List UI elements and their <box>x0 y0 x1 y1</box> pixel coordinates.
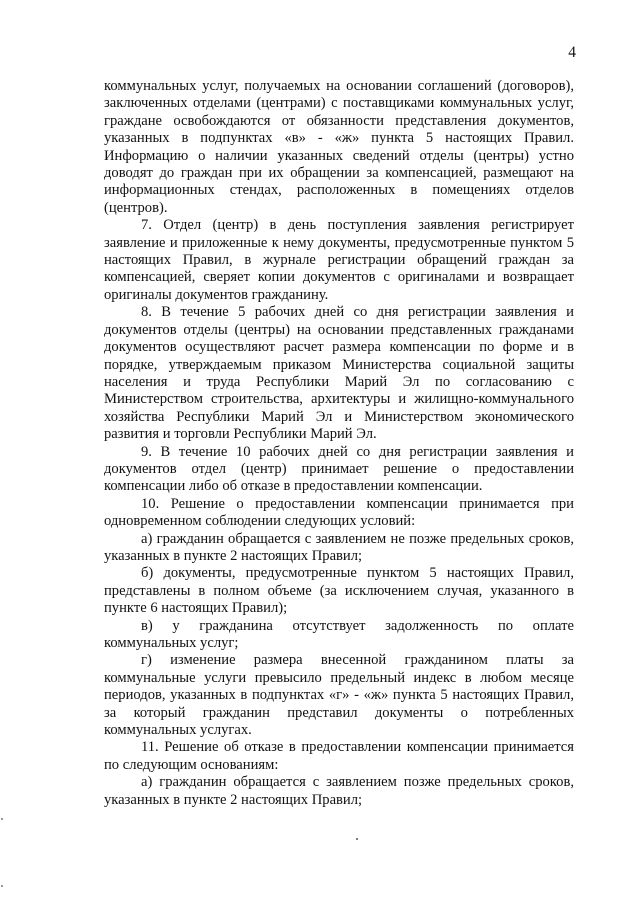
paragraph-8: 8. В течение 5 рабочих дней со дня регистрации заявления и документов отделы (центры) на основании представленных гражданами документов осуществляют расчет размера компенсации по форме и в порядке, утверждаемым приказом Министерства социальной защиты населения и труда Республики Марий Эл по согласованию с Министерством строительства, архитектуры и жилищно-коммунального хозяйства Республики Марий Эл и Министерством экономического развития и торговли Республики Марий Эл. <box>104 304 574 443</box>
paragraph-10-g: г) изменение размера внесенной гражданином платы за коммунальные услуги превысило предельный индекс в любом месяце периодов, указанных в подпунктах «г» - «ж» пункта 5 настоящих Правил, за который гражданин представил документы о потребленных коммунальных услугах. <box>104 652 574 739</box>
paragraph-9: 9. В течение 10 рабочих дней со дня регистрации заявления и документов отдел (центр) принимает решение о предоставлении компенсации либо об отказе в предоставлении компенсации. <box>104 443 574 495</box>
paragraph-11-a: а) гражданин обращается с заявлением позже предельных сроков, указанных в пункте 2 настоящих Правил; <box>104 774 574 808</box>
margin-speck <box>1 885 3 887</box>
margin-speck <box>1 818 3 820</box>
paragraph-7: 7. Отдел (центр) в день поступления заявления регистрирует заявление и приложенные к нему документы, предусмотренные пунктом 5 настоящих Правил, в журнале регистрации обращений граждан за компенсацией, сверяет копии документов с оригиналами и возвращает оригиналы документов гражданину. <box>104 217 574 303</box>
paragraph-10-b: б) документы, предусмотренные пунктом 5 настоящих Правил, представлены в полном объеме (за исключением случая, указанного в пункте 6 настоящих Правил); <box>104 565 574 617</box>
paragraph-11: 11. Решение об отказе в предоставлении компенсации принимается по следующим основаниям: <box>104 739 574 773</box>
scan-speck <box>356 838 358 840</box>
paragraph-10-a: а) гражданин обращается с заявлением не позже предельных сроков, указанных в пункте 2 настоящих Правил; <box>104 530 574 564</box>
paragraph-10: 10. Решение о предоставлении компенсации принимается при одновременном соблюдении следующих условий: <box>104 495 574 530</box>
page-number: 4 <box>568 44 576 61</box>
paragraph-continuation: коммунальных услуг, получаемых на основании соглашений (договоров), заключенных отделами (центрами) с поставщиками коммунальных услуг, граждане освобождаются от обязанности представления документов, указанных в подпунктах «в» - «ж» пункта 5 настоящих Правил. Информацию о наличии указанных сведений отделы (центры) устно доводят до граждан при их обращении за компенсацией, размещают на информационных стендах, расположенных в помещениях отделов (центров). <box>104 78 574 216</box>
paragraph-10-v: в) у гражданина отсутствует задолженность по оплате коммунальных услуг; <box>104 617 574 651</box>
document-body <box>104 78 574 809</box>
